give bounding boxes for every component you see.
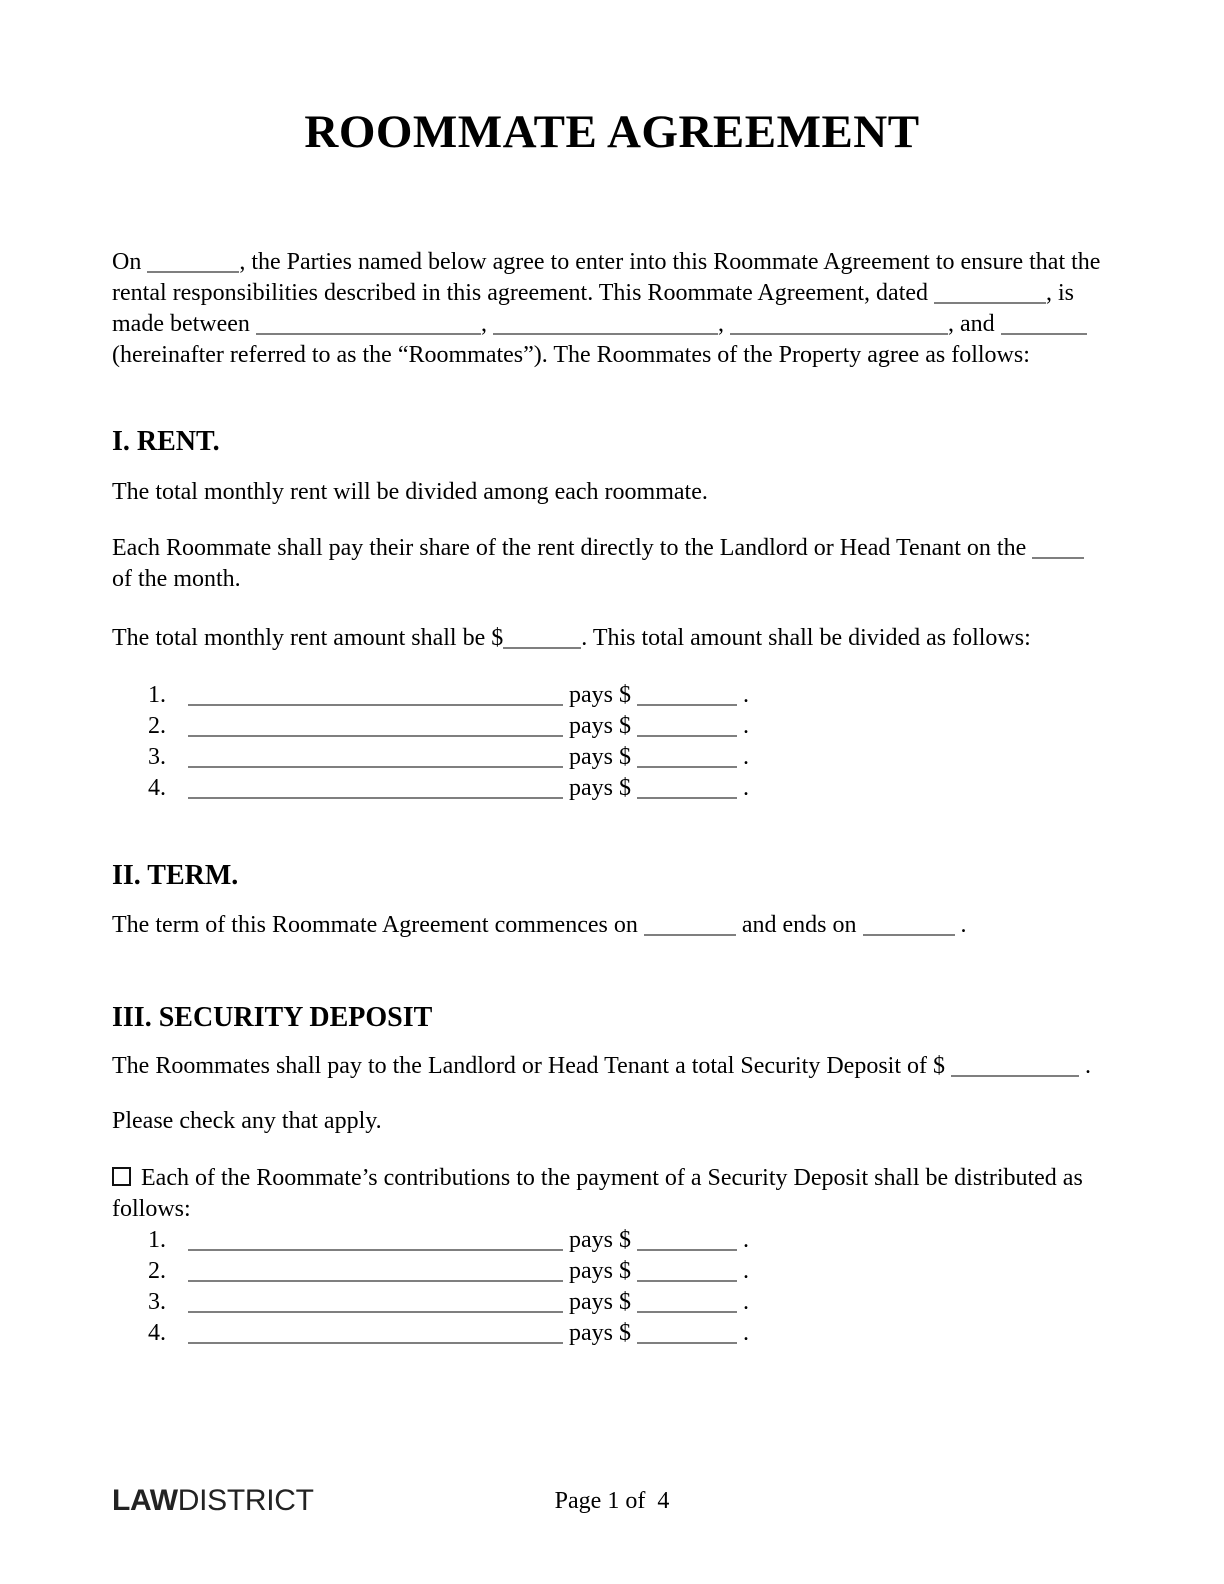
text-line: Please check any that apply. xyxy=(112,1108,382,1134)
blank-fill-line xyxy=(188,1235,563,1251)
text-line: made between , , , and xyxy=(112,309,1112,340)
spacer xyxy=(166,1246,188,1247)
blank-fill-line xyxy=(951,1061,1079,1077)
spacer xyxy=(166,794,188,795)
blank-fill-line xyxy=(1032,543,1084,559)
blank-fill-line xyxy=(493,319,718,335)
logo-law-text: LAW xyxy=(112,1484,178,1517)
blank-fill-line xyxy=(637,1235,737,1251)
rent-intro-paragraph xyxy=(112,477,1112,508)
blank-fill-line xyxy=(188,752,563,768)
deposit-distribution-paragraph xyxy=(112,1163,1112,1225)
blank-fill-line xyxy=(188,690,563,706)
text-line: Each Roommate shall pay their share of the rent directly to the Landlord or Head Tenant on the xyxy=(112,533,1112,564)
section-security-deposit xyxy=(112,1001,1112,1349)
blank-fill-line xyxy=(503,633,581,649)
blank-fill-line xyxy=(637,1297,737,1313)
text-line: 1. pays $ . xyxy=(148,682,749,708)
text-line: The total monthly rent amount shall be $ . This total amount shall be divided as follows: xyxy=(112,625,1031,651)
text-line: rental responsibilities described in this agreement. This Roommate Agreement, dated , is xyxy=(112,280,1075,306)
text-line: 4. pays $ . xyxy=(148,1320,749,1346)
blank-fill-line xyxy=(637,783,737,799)
page-number: Page 1 of 4 xyxy=(554,1488,670,1514)
blank-fill-line xyxy=(188,1328,563,1344)
text-line: Each of the Roommate’s contributions to the payment of a Security Deposit shall be distributed as xyxy=(112,1163,1112,1194)
blank-fill-line xyxy=(730,319,948,335)
text-line: 3. pays $ . xyxy=(148,744,749,770)
deposit-division-list xyxy=(112,1225,1112,1349)
text-line: 4. pays $ . xyxy=(148,775,749,801)
blank-fill-line xyxy=(934,288,1046,304)
term-heading: II. TERM. xyxy=(112,860,239,891)
blank-fill-line xyxy=(188,721,563,737)
text-line: 1. pays $ . xyxy=(148,1227,749,1253)
text-line: On , the Parties named below agree to enter into this Roommate Agreement to ensure that the xyxy=(112,249,1101,275)
text-line: 2. pays $ . xyxy=(148,1258,749,1284)
rent-amount-paragraph xyxy=(112,623,1112,654)
rent-heading: I. RENT. xyxy=(112,426,220,457)
blank-fill-line xyxy=(256,319,481,335)
page-footer xyxy=(0,1482,1224,1520)
checkbox-icon[interactable] xyxy=(112,1167,131,1186)
rent-payment-paragraph xyxy=(112,533,1112,595)
blank-fill-line xyxy=(188,1297,563,1313)
deposit-amount-paragraph xyxy=(112,1051,1112,1082)
logo-district-text: DISTRICT xyxy=(177,1484,314,1517)
spacer xyxy=(166,1308,188,1309)
blank-fill-line xyxy=(1001,319,1087,335)
blank-fill-line xyxy=(637,721,737,737)
spacer xyxy=(166,1277,188,1278)
page-title: ROOMMATE AGREEMENT xyxy=(304,106,920,158)
blank-fill-line xyxy=(637,752,737,768)
text-line: of the month. xyxy=(112,566,241,592)
section-rent xyxy=(112,425,1112,804)
term-paragraph xyxy=(112,910,1112,941)
blank-fill-line xyxy=(188,1266,563,1282)
text-line: follows: xyxy=(112,1196,191,1222)
blank-fill-line xyxy=(147,257,239,273)
blank-fill-line xyxy=(188,783,563,799)
blank-fill-line xyxy=(637,1266,737,1282)
text-line: The Roommates shall pay to the Landlord or Head Tenant a total Security Deposit of $ . xyxy=(112,1053,1092,1079)
spacer xyxy=(166,763,188,764)
blank-fill-line xyxy=(644,920,736,936)
text-line: 2. pays $ . xyxy=(148,713,749,739)
check-instruction-paragraph xyxy=(112,1106,1112,1137)
text-line: The term of this Roommate Agreement commences on and ends on . xyxy=(112,912,967,938)
spacer xyxy=(166,732,188,733)
text-line: (hereinafter referred to as the “Roommates”). The Roommates of the Property agree as follows: xyxy=(112,342,1030,368)
section-term xyxy=(112,859,1112,941)
spacer xyxy=(166,1339,188,1340)
spacer xyxy=(166,701,188,702)
blank-fill-line xyxy=(637,690,737,706)
blank-fill-line xyxy=(863,920,955,936)
text-line: 3. pays $ . xyxy=(148,1289,749,1315)
text-line: The total monthly rent will be divided among each roommate. xyxy=(112,479,708,505)
rent-division-list xyxy=(112,680,1112,804)
blank-fill-line xyxy=(637,1328,737,1344)
intro-paragraph xyxy=(112,247,1112,371)
security-heading: III. SECURITY DEPOSIT xyxy=(112,1002,433,1033)
lawdistrict-logo xyxy=(112,1484,314,1518)
